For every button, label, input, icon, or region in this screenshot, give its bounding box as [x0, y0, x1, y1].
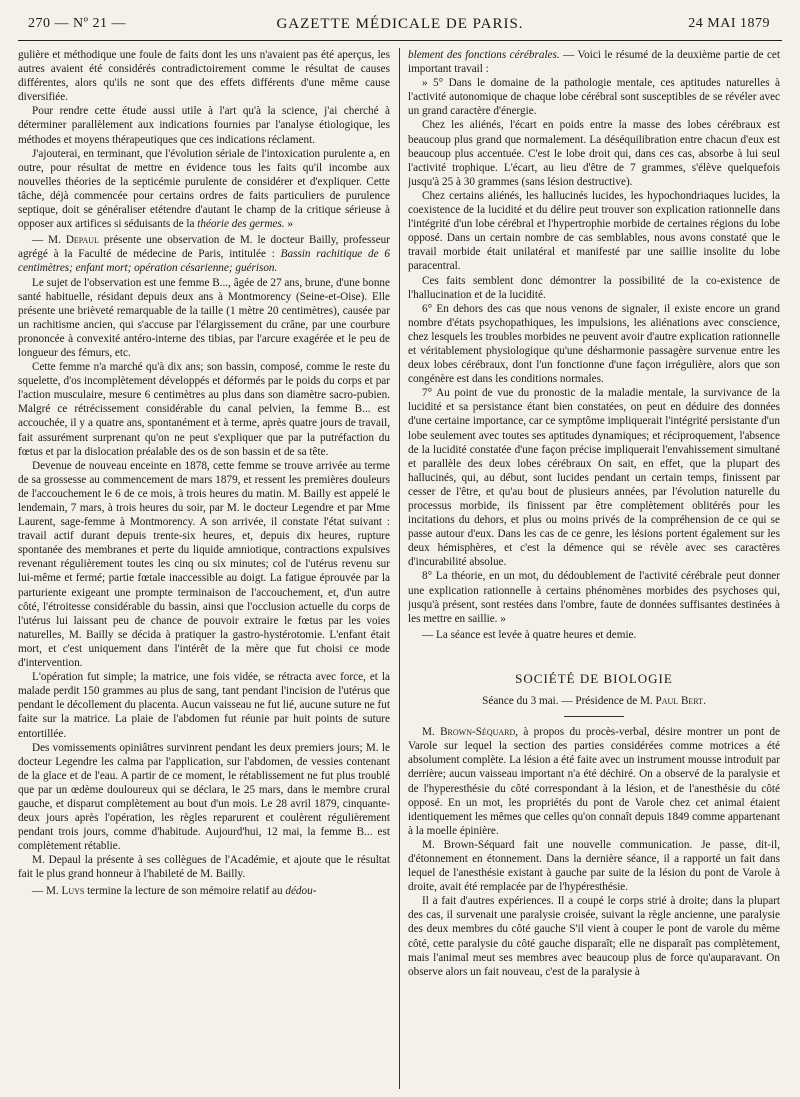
section-rule: [564, 716, 624, 717]
paragraph: [18, 147, 390, 232]
paragraph: [408, 725, 780, 838]
left-column: [18, 48, 390, 1088]
paragraph: L'opération fut simple; la matrice, une fois vidée, se rétracta avec force, et la malade perdit 150 grammes au plus de sang, tant pendant l'incision de l'utérus que pendant le décollement du placenta. Aucun vaisseau ne fut lié, aucune suture ne fut faite sur la matrice. La plaie de l'abdomen fut réunie par huit points de suture entortillée.: [18, 671, 390, 740]
paragraph: Chez certains aliénés, les hallucinés lucides, les hypochondriaques lucides, la coexistence de la lucidité et du délire peut trouver son explication rationnelle dans l'intégrité d'un lobe cérébral et l'hypertrophie morbide de certaines régions du lobe opposé. Dans un certain nombre de cas semblables, nous avons constaté que le travail morbide était unilatéral et manifesté par une saillie insolite du lobe paracentral.: [408, 189, 780, 273]
paragraph: Des vomissements opiniâtres survinrent pendant les deux premiers jours; M. le docteur Legendre les calma par l'application, sur l'abdomen, de vessies contenant de la glace et de l'eau. A partir de ce moment, le rétablissement ne fut plus troublé que par un œdème douloureux qui se déclara, le 25 mars, dans le membre crural gauche, et disparut complètement au bout d'un mois. Le 28 avril 1879, cinquante-deux jours après l'opération, les règles reparurent et coulèrent régulièrement pendant trois jours, comme d'habitude. Aujourd'hui, 12 mai, la femme B... est complètement rétablie.: [18, 741, 390, 853]
paragraph: Le sujet de l'observation est une femme B..., âgée de 27 ans, brune, d'une bonne santé habituelle, résidant depuis deux ans à Montmorency (Seine-et-Oise). Elle présente une brièveté remarquable de la taille (1 mètre 20 centimètres), causée par un rachitisme ancien, qui s'accuse par l'élargissement du crâne, par une courbure prononcée à convexité antéro-interne des tibias, par l'arcure exagérée et le peu de longueur des fémurs, etc.: [18, 276, 390, 359]
italic-run: blement des fonctions cérébrales.: [408, 49, 560, 61]
text-run: Séance du 3 mai. — Présidence de M.: [482, 695, 656, 708]
journal-title: GAZETTE MÉDICALE DE PARIS.: [276, 16, 524, 32]
paragraph: [408, 48, 780, 76]
paragraph: Il a fait d'autres expériences. Il a coupé le corps strié à droite; dans la plupart des cas, il survenait une paralysie croisée, suivant la règle ancienne, une paralysie des deux membres du côté gauche S'il vient à couper le pont de varole du même côté, cette paralysie du côté gauche disparaît; elle ne disparaît pas complètement, mais l'animal meut ses membres avec beaucoup plus de force qu'auparavant. On observe alors un fait nouveau, c'est de la paralysie à: [408, 895, 780, 978]
paragraph: Pour rendre cette étude aussi utile à l'art qu'à la science, j'ai cherché à déterminer parallèlement aux indications fournies par l'analyse étiologique, les méthodes et moyens thérapeutiques que ces indications réclament.: [18, 105, 390, 146]
text-run: termine la lecture de son mémoire relatif au: [84, 884, 286, 897]
text-run: — Voici le résumé de la deuxième partie de cet important travail :: [408, 49, 780, 76]
text-run: , à propos du procès-verbal, désire montrer un pont de Varole sur lequel la section des parties considérées comme motrices a été absolument complète. La lésion a été faite avec un instrument mousse introduit par derrière; aucun vaisseau important n'a été déchiré. On a observé de la paralysie et de l'hyperesthésie du côté correspondant à la lésion, et de l'anesthésie du côté opposé. En un mot, les propriétés du pont de Varole chez cet animal étaient identiquement les mêmes que celles qu'on connaît depuis 1849 comme appartenant à la moelle épinière.: [408, 726, 780, 837]
page-number: 270 — Nº 21 —: [28, 16, 126, 31]
text-run: — M.: [32, 234, 66, 247]
italic-run: dédou-: [285, 884, 317, 897]
header-rule: [18, 40, 782, 41]
paragraph: M. Depaul la présente à ses collègues de l'Académie, et ajoute que le résultat fait le plus grand honneur à l'habileté de M. Bailly.: [18, 854, 390, 881]
text-run: »: [284, 218, 293, 231]
article-columns: [18, 48, 782, 1097]
paragraph: [18, 233, 390, 275]
column-divider: [399, 48, 400, 1089]
date-month: MAI: [707, 16, 736, 31]
paragraph: gulière et méthodique une foule de faits dont les uns n'avaient pas été aperçus, les autres avaient été considérés contradictoirement comme le résultat de causes différentes, alors qu'ils ne sont que des effets différents d'une même cause diversifiée.: [18, 49, 390, 104]
section-title: SOCIÉTÉ DE BIOLOGIE: [515, 670, 673, 686]
author-name: Depaul: [65, 234, 99, 247]
text-run: présente une observation de M. le docteur Bailly, professeur agrégé à la Faculté de médecine de Paris, intitulée :: [18, 234, 390, 261]
page-header: [18, 12, 782, 34]
paragraph: Devenue de nouveau enceinte en 1878, cette femme se trouve arrivée au terme de sa grossesse au commencement de mars 1879, et ressent les premières douleurs de l'accouchement le 6 de ce mois, à trois heures du matin. M. Bailly est appelé le lendemain, 7 mars, à trois heures du soir, par M. le docteur Legendre et par Mme Laurent, sage-femme à Montmorency. A son arrivée, il constate l'état suivant : travail actif durant depuis trente-six heures, et, depuis dix heures, rupture spontanée des membranes et perte du liquide amniotique, contractions expulsives revenant régulièrement toutes les cinq ou six minutes; col de l'utérus revenu sur lui-même et fermé; partie fœtale inaccessible au doigt. La fatigue éprouvée par la parturiente exigeant une prompte terminaison de l'accouchement, et, d'un autre côté, l'étroitesse considérable du bassin, ainsi que l'occlusion actuelle du corps de l'utérus lui laissant peu de chance de pouvoir extraire le fœtus par les voies naturelles, M. Bailly se décida à pratiquer la gastro-hystérotomie. L'enfant était mort, et c'est uniquement dans l'intérêt de la mère que fut choisi ce mode d'intervention.: [18, 459, 390, 670]
paragraph: Chez les aliénés, l'écart en poids entre la masse des lobes cérébraux est beaucoup plus grand que normalement. La déséquilibration entre chacun d'eux est beaucoup plus accentuée. C'est le lobe droit qui, dans ces cas, absorbe à lui seul l'activité trophique. L'écart, au lieu d'être de 7 grammes, s'élève quelquefois jusqu'à 25 à 30 grammes (sans lésion destructive).: [408, 119, 780, 188]
author-name: Brown-Séquard: [440, 726, 516, 739]
text-run: J'ajouterai, en terminant, que l'évolution sériale de l'intoxication purulente a, en outre, pour résultat de mettre en évidence tous les faits qu'il incombe aux nouvelles théories de la septicémie purulente de considérer et d'expliquer. Cette tâche, déjà commencée pour certains ordres de faits particuliers de purulence septique, doit se généraliser etétendre d'autant le champ de la critique sérieuse à opposer aux artifices si séduisants de la: [18, 147, 390, 231]
date-year: 1879: [740, 16, 770, 31]
observation-title: Bassin rachitique de 6 centimètres; enfant mort; opération césarienne; guérison.: [18, 248, 390, 275]
paragraph: 6° En dehors des cas que nous venons de signaler, il existe encore un grand nombre d'états psychopathiques, les impulsions, les aliénations avec conscience, chez lesquels les troubles morbides ne peuvent avoir d'autre explication rationnelle et véritablement physiologique qu'une désharmonie passagère survenue entre les deux lobes cérébraux, dont l'un fonctionne d'une façon irrégulière, alors que son congénère est dans les conditions normales.: [408, 302, 780, 386]
right-column: [408, 48, 780, 1088]
paragraph: [18, 884, 390, 898]
text-run: M.: [422, 726, 441, 739]
paragraph: — La séance est levée à quatre heures et demie.: [422, 628, 637, 641]
date-day: 24: [688, 16, 704, 31]
paragraph: Ces faits semblent donc démontrer la possibilité de la co-existence de l'hallucination et de la lucidité.: [408, 274, 780, 301]
paragraph: 8° La théorie, en un mot, du dédoublement de l'activité cérébrale peut donner une explication rationnelle à certains phénomènes morbides des psychoses qui, jusqu'à présent, sont restées dans l'ombre, faute de données suffisantes destinées à les mettre en saillie. »: [408, 570, 780, 625]
issue-date: [688, 16, 770, 32]
paragraph: 7° Au point de vue du pronostic de la maladie mentale, la survivance de la lucidité et sa persistance étant bien constatées, on peut en déduire des données d'une certaine importance, car ce symptôme impliquerait l'intégrité persistante d'un lobe seulement avec toutes ses aptitudes dynamiques; et réciproquement, l'absence de la lucidité constatée d'une façon précise impliquerait l'envahissement simultané et parallèle des deux lobes cérébraux On sait, en effet, que la plupart des hallucinés, qui, au début, sont lucides pendant un certain temps, finissent par cesser de l'être, et qu'au bout de plusieurs années, par l'évolution naturelle du processus morbide, ils finissent par être complètement oblitérés pour les incitations du dehors, et plus ou moins privés de la compréhension de ce qui se passe autour d'eux. Dans les cas de ce genre, les lésions portent également sur les deux hémisphères, et c'est la démence qui se révèle avec ses caractères d'incurabilité absolue.: [408, 387, 780, 569]
paragraph: M. Brown-Séquard fait une nouvelle communication. Je passe, dit-il, d'étonnement en étonnement. Dans la dernière séance, il a rapporté un fait dans lequel de l'anesthésie existant à gauche par suite de la lésion du pont de Varole à droite, avait été remplacée par de l'hypéresthésie.: [408, 838, 780, 894]
president-name: Paul Bert: [655, 695, 704, 708]
section-subtitle: [408, 694, 780, 708]
text-run: — M.: [32, 884, 62, 897]
paragraph: Cette femme n'a marché qu'à dix ans; son bassin, composé, comme le reste du squelette, d'os incomplètement développés et déformés par le poids du corps et par l'action musculaire, mesure 6 centimètres au plus dans son diamètre sacro-pubien. Malgré ce rétrécissement considérable du canal pelvien, la femme B... est accouchée, il y a quatre ans, spontanément et à terme, après quatre jours de travail, fait assurément surprenant qu'on ne peut s'expliquer que par la putréfaction du fœtus et par la dislocation préalable des os de son bassin et de sa tête.: [18, 361, 390, 458]
italic-run: théorie des germes.: [197, 218, 285, 231]
author-name: Luys: [61, 884, 85, 897]
paragraph: » 5° Dans le domaine de la pathologie mentale, ces aptitudes naturelles à l'activité autonomique de chaque lobe cérébral sont susceptibles de se révéler avec un grand caractère d'énergie.: [408, 77, 780, 118]
text-run: .: [703, 695, 706, 708]
